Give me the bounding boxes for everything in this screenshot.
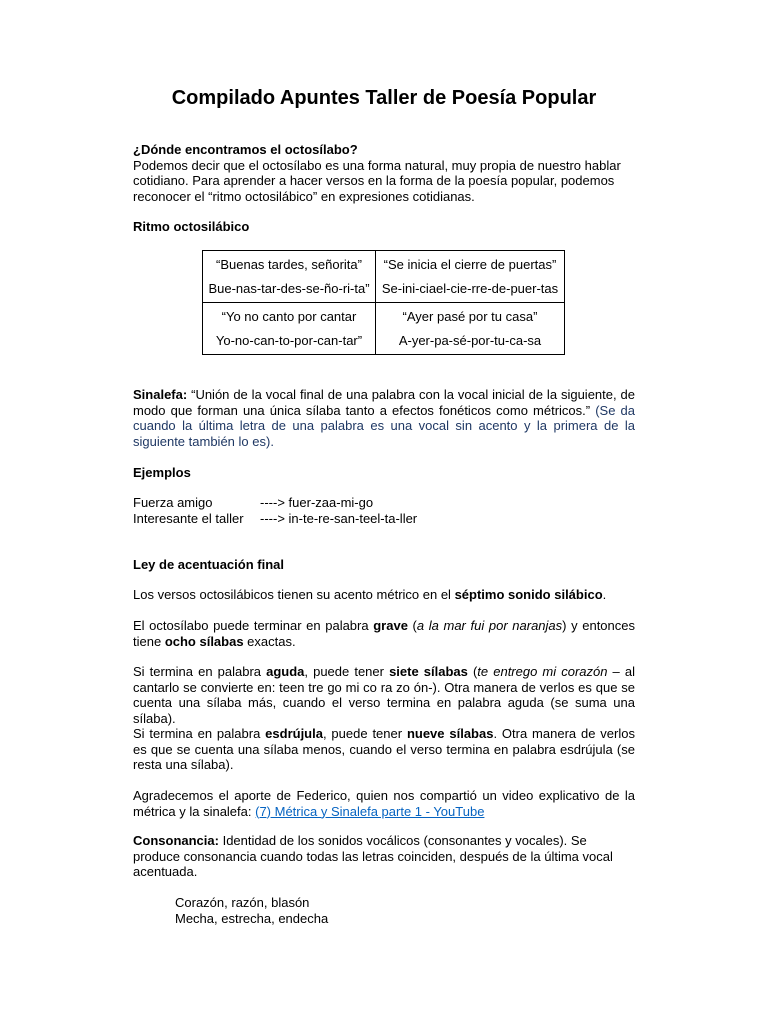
emphasis: grave	[373, 618, 408, 633]
example-verse: te entrego mi corazón	[477, 664, 608, 679]
youtube-link[interactable]: (7) Métrica y Sinalefa parte 1 - YouTube	[255, 803, 485, 819]
table-cell	[203, 251, 376, 303]
sinalefa-definition: “Unión de la vocal final de una palabra con la vocal inicial de la siguiente, de modo que forman una única sílaba tanto a efectos fonéticos como métricos.”	[133, 387, 635, 418]
sinalefa-note: Se da cuando la última letra de una palabra es una vocal sin acento y la primera de la siguiente también lo es	[133, 402, 635, 449]
consonancia-text: Identidad de los sonidos vocálicos (consonantes y vocales). Se produce consonancia cuando todas las letras coinciden, después de la última vocal acentuada.	[133, 833, 613, 879]
text-run: El octosílabo puede terminar en palabra	[133, 618, 374, 633]
section-heading-ejemplos: Ejemplos	[133, 465, 191, 480]
sinalefa-note-close: ).	[265, 433, 274, 449]
table-row	[203, 251, 565, 303]
verse-syllables: Se-ini-ciael-cie-rre-de-puer-tas	[381, 280, 559, 296]
verse-text: “Ayer pasé por tu casa”	[402, 308, 538, 324]
consonancia-label: Consonancia:	[133, 833, 219, 848]
verse-text: “Buenas tardes, señorita”	[216, 256, 362, 272]
list-item: Corazón, razón, blasón	[175, 895, 310, 910]
verse-syllables: Bue-nas-tar-des-se-ño-ri-ta”	[208, 280, 370, 296]
sinalefa-label: Sinalefa:	[133, 387, 188, 402]
example-split: in-te-re-san-teel-ta-ller	[288, 510, 418, 526]
octosilabo-paragraph: Podemos decir que el octosílabo es una forma natural, muy propia de nuestro hablar cotidiano. Para aprender a hacer versos en la forma de la poesía popular, podemos reconocer el “ritmo octosilábico” en expresiones cotidianas.	[133, 157, 621, 204]
text-run: – al cantarlo se convierte en: teen tre go mi co ra zo ón-). Otra manera de verlos es que se cuenta una sílaba más, cuando el verso termina en palabra aguda (se suma una sílaba).	[133, 664, 635, 726]
text-run: (	[467, 664, 478, 679]
example-arrow: ---->	[260, 495, 285, 510]
ley-paragraph-5	[133, 788, 635, 819]
text-run: Agradecemos el aporte de Federico, quien nos compartió un video explicativo de la métrica y la sinalefa:	[133, 788, 635, 819]
consonancia-paragraph	[133, 833, 635, 880]
table-cell	[376, 251, 565, 303]
section-heading-ley: Ley de acentuación final	[133, 557, 284, 572]
ejemplos-list	[133, 495, 635, 526]
emphasis: aguda	[266, 664, 305, 679]
example-word: Fuerza amigo	[133, 495, 213, 510]
text-run: .	[602, 587, 607, 602]
example-arrow: ---->	[260, 510, 285, 526]
list-item	[133, 495, 635, 511]
octosilabo-section	[133, 142, 635, 204]
ley-paragraph-3	[133, 664, 635, 726]
emphasis: séptimo sonido silábico	[454, 587, 603, 602]
text-run: Si termina en palabra	[133, 726, 266, 741]
example-split: fuer-zaa-mi-go	[288, 495, 374, 510]
table-row	[203, 303, 565, 355]
ritmo-table	[202, 250, 565, 355]
text-run: . Otra manera de verlos es que se cuenta una sílaba menos, cuando el verso termina en palabra esdrújula (se resta una sílaba).	[133, 726, 635, 772]
verse-text: “Yo no canto por cantar	[221, 308, 357, 324]
text-run: exactas.	[243, 633, 296, 649]
ley-paragraph-1	[133, 587, 635, 603]
text-run: (	[407, 618, 417, 633]
list-item: Mecha, estrecha, endecha	[175, 910, 329, 926]
consonancia-examples	[175, 895, 328, 926]
sinalefa-note-open: (	[595, 402, 600, 418]
verse-syllables: Yo-no-can-to-por-can-tar”	[215, 332, 363, 348]
sinalefa-paragraph	[133, 387, 635, 449]
verse-syllables: A-yer-pa-sé-por-tu-ca-sa	[398, 332, 542, 348]
text-run: , puede tener	[304, 664, 390, 679]
section-heading-ritmo: Ritmo octosilábico	[133, 219, 250, 234]
example-word: Interesante el taller	[133, 510, 244, 526]
table-cell	[376, 303, 565, 355]
section-heading-octosilabo: ¿Dónde encontramos el octosílabo?	[133, 142, 358, 157]
example-verse: a la mar fui por naranjas	[416, 618, 563, 633]
emphasis: siete sílabas	[389, 664, 468, 679]
text-run: , puede tener	[322, 726, 407, 741]
table-cell	[203, 303, 376, 355]
emphasis: esdrújula	[265, 726, 323, 741]
text-run: Los versos octosilábicos tienen su acento métrico en el	[133, 587, 455, 602]
ley-paragraph-4	[133, 726, 635, 773]
text-run: ) y entonces tiene	[133, 618, 635, 649]
text-run: Si termina en palabra	[133, 664, 267, 679]
list-item	[133, 511, 635, 527]
ley-paragraph-2	[133, 618, 635, 649]
page-title: Compilado Apuntes Taller de Poesía Popular	[171, 87, 597, 109]
verse-text: “Se inicia el cierre de puertas”	[383, 256, 557, 272]
emphasis: ocho sílabas	[164, 633, 244, 649]
emphasis: nueve sílabas	[406, 726, 494, 741]
